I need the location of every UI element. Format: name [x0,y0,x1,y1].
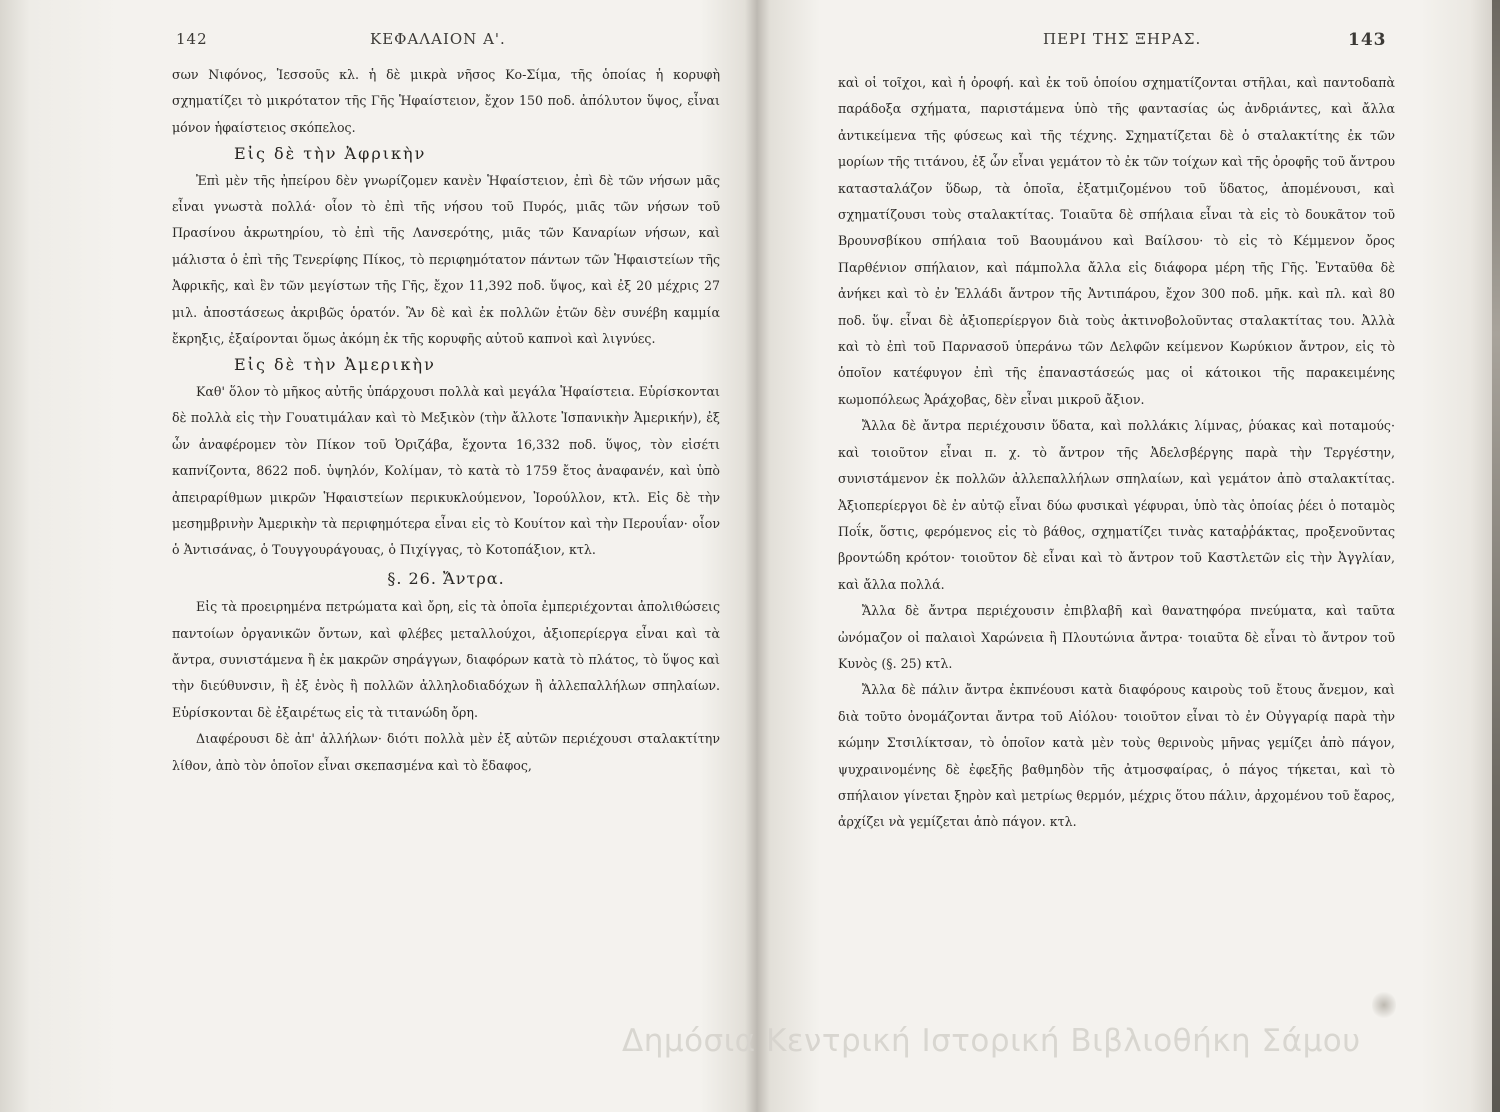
left-running-head: ΚΕΦΑΛΑΙΟΝ Α'. [370,30,506,48]
paragraph: Ἐπὶ μὲν τῆς ἠπείρου δὲν γνωρίζομεν κανὲν Ἡφαίστειον, ἐπὶ δὲ τῶν νήσων μᾶς εἶναι γνωστὰ πολλά· οἷον τὸ ἐπὶ τῆς νήσου τοῦ Πυρός, μιᾶς τῶν νήσων τοῦ Πρασίνου ἀκρωτηρίου, τὸ ἐπὶ τῆς Λανσερότης, μιᾶς τῶν Καναρίων νήσων, καὶ μάλιστα ὁ ἐπὶ τῆς Τενερίφης Πίκος, τὸ περιφημότατον πάντων τῶν Ἡφαιστείων τῆς Ἀφρικῆς, καὶ ἓν τῶν μεγίστων τῆς Γῆς, ἔχον 11,392 ποδ. ὕψος, καὶ ἐξ 20 μέχρις 27 μιλ. ἀποστάσεως ἀκριβῶς ὁρατόν. Ἂν δὲ καὶ ἐκ πολλῶν ἐτῶν δὲν συνέβη καμμία ἔκρηξις, ἐξαίρονται ὅμως ἀκόμη ἐκ τῆς κορυφῆς αὐτοῦ καπνοὶ καὶ λιγνύες. [172,172,720,347]
book-edge [1492,0,1500,1112]
section-heading: §. 26. Ἄντρα. [387,568,505,588]
right-page-number: 143 [1348,30,1387,50]
paragraph: σων Νιφόνος, Ἰεσσοῦς κλ. ἡ δὲ μικρὰ νῆσος Κο-Σίμα, τῆς ὁποίας ἡ κορυφὴ σχηματίζει τὸ μικρότατον τῆς Γῆς Ἡφαίστειον, ἔχον 150 ποδ. ἀπόλυτον ὕψος, εἶναι μόνον ἡφαίστειος σκόπελος. [172,67,720,135]
library-watermark: Δημόσια Κεντρική Ιστορική Βιβλιοθήκη Σάμου [622,1023,1361,1059]
paragraph: Διαφέρουσι δὲ ἀπ' ἀλλήλων· διότι πολλὰ μὲν ἐξ αὐτῶν περιέχουσι σταλακτίτην λίθον, ἀπὸ τὸν ὁποῖον εἶναι σκεπασμένα καὶ τὸ ἔδαφος, [172,731,720,773]
right-running-head: ΠΕΡΙ ΤΗΣ ΞΗΡΑΣ. [1043,30,1202,48]
paragraph: Ἄλλα δὲ ἄντρα περιέχουσιν ὕδατα, καὶ πολλάκις λίμνας, ῥύακας καὶ ποταμούς· καὶ τοιοῦτον εἶναι π. χ. τὸ ἄντρον τῆς Ἀδελσβέργης παρὰ τὴν Τεργέστην, συνιστάμενον ἐκ πολλῶν ἀλλεπαλλήλων σπηλαίων, καὶ γεμάτον ἀπὸ σταλακτίτας. Ἀξιοπερίεργοι δὲ ἐν αὐτῷ εἶναι δύω φυσικαὶ γέφυραι, ὑπὸ τὰς ὁποίας ῥέει ὁ ποταμὸς Ποΐκ, ὅστις, φερόμενος εἰς τὸ βάθος, σχηματίζει τινὰς καταῤῥάκτας, προξενοῦντας βροντώδη κρότον· τοιοῦτον δὲ εἶναι καὶ τὸ ἄντρον τοῦ Καστλετῶν εἰς τὴν Ἀγγλίαν, καὶ ἄλλα πολλά. [838,418,1395,592]
paragraph: Καθ' ὅλον τὸ μῆκος αὐτῆς ὑπάρχουσι πολλὰ καὶ μεγάλα Ἡφαίστεια. Εὑρίσκονται δὲ πολλὰ εἰς τὴν Γουατιμάλαν καὶ τὸ Μεξικὸν (τὴν ἄλλοτε Ἰσπανικὴν Ἀμερικήν), ἐξ ὧν ἀναφέρομεν τὸν Πίκον τοῦ Ὀριζάβα, ἔχοντα 16,332 ποδ. ὕψος, τὸν εἰσέτι καπνίζοντα, 8622 ποδ. ὑψηλόν, Κολίμαν, τὸ κατὰ τὸ 1759 ἔτος ἀναφανέν, καὶ ὑπὸ ἀπειραρίθμων μικρῶν Ἡφαιστείων περικυκλούμενον, Ἰορούλλον, κτλ. Εἰς δὲ τὴν μεσημβρινὴν Ἀμερικὴν τὰ περιφημότερα εἶναι εἰς τὸ Κουίτον καὶ τὴν Περουΐαν· οἷον ὁ Ἀντισάνας, ὁ Τουγγουράγουας, ὁ Πιχίγγας, τὸ Κοτοπάξιον, κτλ. [172,383,720,558]
subheading-america: Εἰς δὲ τὴν Ἀμερικὴν [234,355,436,375]
left-page-text [172,62,720,779]
paragraph: καὶ οἱ τοῖχοι, καὶ ἡ ὀροφή. καὶ ἐκ τοῦ ὁποίου σχηματίζονται στῆλαι, καὶ παντοδαπὰ παράδοξα σχήματα, παριστάμενα ὑπὸ τῆς φαντασίας ὡς ἀνδριάντες, καὶ ἄλλα ἀντικείμενα τῆς φύσεως καὶ τῆς τέχνης. Σχηματίζεται δὲ ὁ σταλακτίτης ἐκ τῶν μορίων τῆς τιτάνου, ἐξ ὧν εἶναι γεμάτον τὸ ἐκ τῶν τοίχων καὶ τῆς ὀροφῆς τοῦ ἄντρου κατασταλάζον ὕδωρ, τὰ ὁποῖα, ἐξατμιζομένου τοῦ ὕδατος, ἀπομένουσι, καὶ σχηματίζουσι τοὺς σταλακτίτας. Τοιαῦτα δὲ σπήλαια εἶναι τὰ εἰς τὸ δουκᾶτον τοῦ Βρουνσβίκου σπήλαια τοῦ Βαουμάνου καὶ Βαίλσου· τὸ εἰς τὸ Κέμμενον ὄρος Παρθένιον σπήλαιον, καὶ πάμπολλα ἄλλα εἰς διάφορα μέρη τῆς Γῆς. Ἐνταῦθα δὲ ἀνήκει καὶ τὸ ἐν Ἑλλάδι ἄντρον τῆς Ἀντιπάρου, ἔχον 300 ποδ. μῆκ. καὶ πλ. καὶ 80 ποδ. ὕψ. εἶναι δὲ ἀξιοπερίεργον διὰ τοὺς ἀκτινοβολοῦντας σταλακτίτας του. Ἀλλὰ καὶ τὸ ἐπὶ τοῦ Παρνασοῦ ὑπεράνω τῶν Δελφῶν κείμενον Κωρύκιον ἄντρον, εἰς τὸ ὁποῖον κατέφυγον ἐπὶ τῆς ἐπαναστάσεώς μας οἱ κάτοικοι τῆς παρακειμένης κωμοπόλεως Ἀράχοβας, δὲν εἶναι μικροῦ ἄξιον. [838,75,1395,407]
paragraph: Ἄλλα δὲ πάλιν ἄντρα ἐκπνέουσι κατὰ διαφόρους καιροὺς τοῦ ἔτους ἄνεμον, καὶ διὰ τοῦτο ὀνομάζονται ἄντρα τοῦ Αἰόλου· τοιοῦτον εἶναι τὸ ἐν Οὐγγαρίᾳ παρὰ τὴν κώμην Στσιλίκτσαν, τὸ ὁποῖον κατὰ μὲν τοὺς θερινοὺς μῆνας γεμίζει ἀπὸ πάγον, ψυχραινομένης δὲ ἐφεξῆς βαθμηδὸν τῆς ἀτμοσφαίρας, ὁ πάγος τήκεται, καὶ τὸ σπήλαιον γίνεται ξηρὸν καὶ μετρίως θερμόν, μέχρις ὅτου πάλιν, ἀρχομένου τοῦ ἔαρος, ἀρχίζει νὰ γεμίζεται ἀπὸ πάγον. κτλ. [838,682,1395,830]
subheading-africa: Εἰς δὲ τὴν Ἀφρικὴν [234,144,427,164]
ink-stain [1372,990,1396,1020]
right-page-text [838,70,1395,836]
paragraph: Ἄλλα δὲ ἄντρα περιέχουσιν ἐπιβλαβῆ καὶ θανατηφόρα πνεύματα, καὶ ταῦτα ὠνόμαζον οἱ παλαιοὶ Χαρώνεια ἢ Πλουτώνια ἄντρα· τοιαῦτα δὲ εἶναι τὸ ἄντρον τοῦ Κυνὸς (§. 25) κτλ. [838,603,1395,671]
right-page [758,0,1500,1112]
paragraph: Εἰς τὰ προειρημένα πετρώματα καὶ ὄρη, εἰς τὰ ὁποῖα ἐμπεριέχονται ἀπολιθώσεις παντοίων ὀργανικῶν ὄντων, καὶ φλέβες μεταλλούχοι, ἀξιοπερίεργα εἶναι καὶ τὰ ἄντρα, συνιστάμενα ἢ ἐκ μακρῶν σηράγγων, διαφόρων κατὰ τὸ πλάτος, τὸ ὕψος καὶ τὴν διεύθυνσιν, ἢ ἐξ ἑνὸς ἢ πολλῶν ἀλληλοδιαδόχων ἢ ἀλλεπαλλήλων σπηλαίων. Εὑρίσκονται δὲ ἐξαιρέτως εἰς τὰ τιτανώδη ὄρη. [172,599,720,720]
left-page-number: 142 [176,30,208,48]
